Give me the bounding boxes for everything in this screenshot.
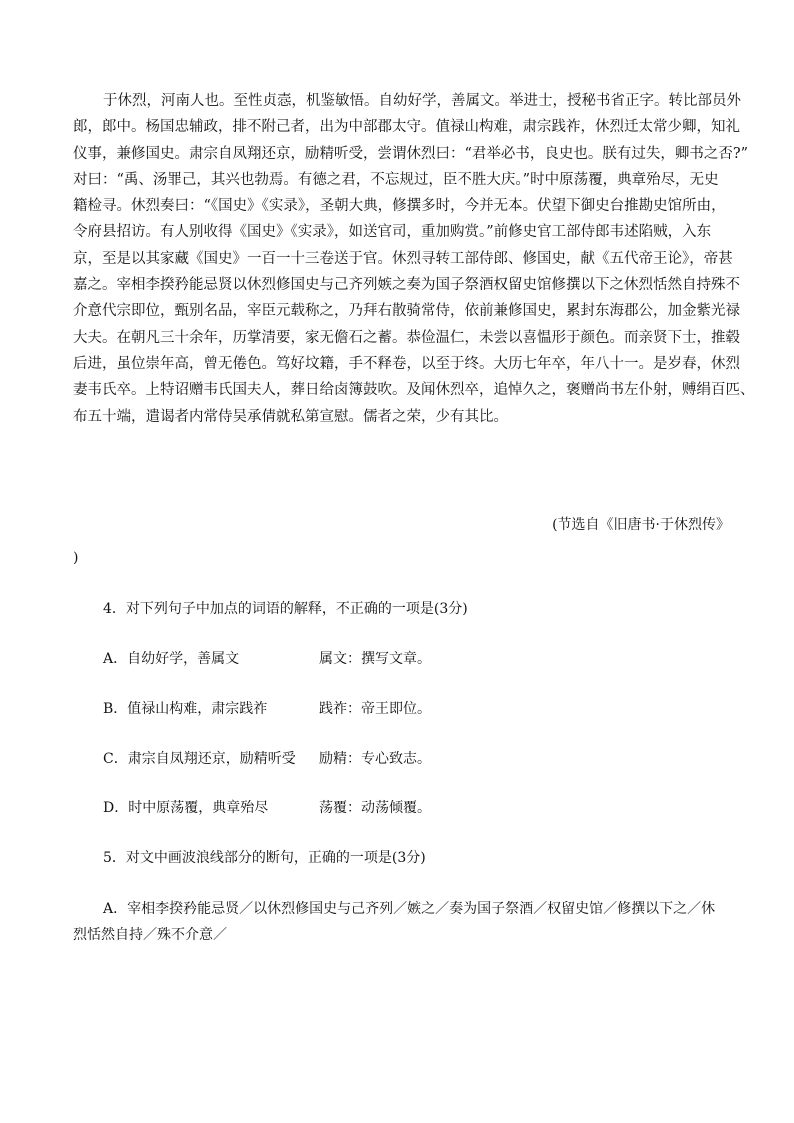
- q4-option-d-gloss: 荡覆：动荡倾覆。: [319, 800, 431, 816]
- q4-option-a-sentence: A．自幼好学，善属文: [103, 651, 240, 667]
- q4-option-c: [103, 748, 431, 768]
- q4-option-b-sentence: B．值禄山构难，肃宗践祚: [103, 701, 268, 717]
- q4-option-b: [103, 698, 431, 718]
- passage-line: 后进，虽位崇年高，曾无倦色。笃好坟籍，手不释卷，以至于终。大历七年卒，年八十一。是岁春，休烈: [73, 355, 740, 372]
- q5-option-a: [73, 896, 723, 948]
- passage-line: 于休烈，河南人也。至性贞悫，机鉴敏悟。自幼好学，善属文。举进士，授秘书省正字。转比部员外: [103, 93, 741, 109]
- source-close-paren: ): [73, 550, 79, 566]
- q4-option-c-sentence: C．肃宗自凤翔还京，励精听受: [103, 751, 296, 767]
- passage-line: 仪事，兼修国史。肃宗自凤翔还京，励精听受，尝谓休烈曰：“君举必书，良史也。朕有过失，卿书之否?”: [73, 145, 749, 162]
- passage-line: 介意代宗即位，甄别名品，宰臣元载称之，乃拜右散骑常侍，依前兼修国史，累封东海郡公，加金紫光禄: [73, 303, 740, 320]
- q4-option-c-gloss: 励精：专心致志。: [319, 751, 431, 767]
- question-4-stem: 4．对下列句子中加点的词语的解释，不正确的一项是(3分): [103, 601, 468, 617]
- passage-line: 大夫。在朝凡三十余年，历掌清要，家无儋石之蓄。恭俭温仁，未尝以喜愠形于颜色。而亲贤下士，推毂: [73, 329, 740, 346]
- q5-option-a-line: A．宰相李揆矜能忌贤／以休烈修国史与己齐列／嫉之／奏为国子祭酒／权留史馆／修撰以下之／休: [103, 901, 716, 917]
- passage-source: (节选自《旧唐书·于休烈传》: [552, 517, 730, 533]
- q4-option-d: [103, 797, 431, 817]
- passage-line: 郎，郎中。杨国忠辅政，排不附己者，出为中部郡太守。值禄山构难，肃宗践祚，休烈迁太常少卿，知礼: [73, 119, 740, 136]
- passage-line: 京，至是以其家藏《国史》一百一十三卷送于官。休烈寻转工部侍郎、修国史，献《五代帝王论》，帝甚: [73, 250, 733, 267]
- passage-line: 布五十端，遣谒者内常侍吴承倩就私第宣慰。儒者之荣，少有其比。: [73, 408, 508, 425]
- passage-line: 籍检寻。休烈奏曰：“《国史》《实录》，圣朝大典，修撰多时，今并无本。伏望下御史台推勘史馆所由，: [73, 198, 726, 215]
- q4-option-b-gloss: 践祚：帝王即位。: [319, 701, 431, 717]
- q4-option-a: [103, 648, 431, 668]
- passage-line: 对曰：“禹、汤罪己，其兴也勃焉。有德之君，不忘规过，臣不胜大庆。”时中原荡覆，典章殆尽，无史: [73, 171, 719, 188]
- q4-option-d-sentence: D．时中原荡覆，典章殆尽: [103, 800, 269, 816]
- question-5-stem: 5．对文中画波浪线部分的断句，正确的一项是(3分): [103, 850, 426, 866]
- classical-passage: [73, 88, 755, 430]
- passage-line: 妻韦氏卒。上特诏赠韦氏国夫人，葬日给卤簿鼓吹。及闻休烈卒，追悼久之，褒赠尚书左仆射，赙绢百匹、: [73, 382, 755, 399]
- q4-option-a-gloss: 属文：撰写文章。: [319, 651, 431, 667]
- passage-line: 令府县招访。有人别收得《国史》《实录》，如送官司，重加购赏。”前修史官工部侍郎韦述陷贼，入东: [73, 224, 712, 241]
- q5-option-a-line: 烈恬然自持／殊不介意／: [73, 927, 227, 943]
- passage-line: 嘉之。宰相李揆矜能忌贤以休烈修国史与己齐列嫉之奏为国子祭酒权留史馆修撰以下之休烈恬然自持殊不: [73, 277, 740, 294]
